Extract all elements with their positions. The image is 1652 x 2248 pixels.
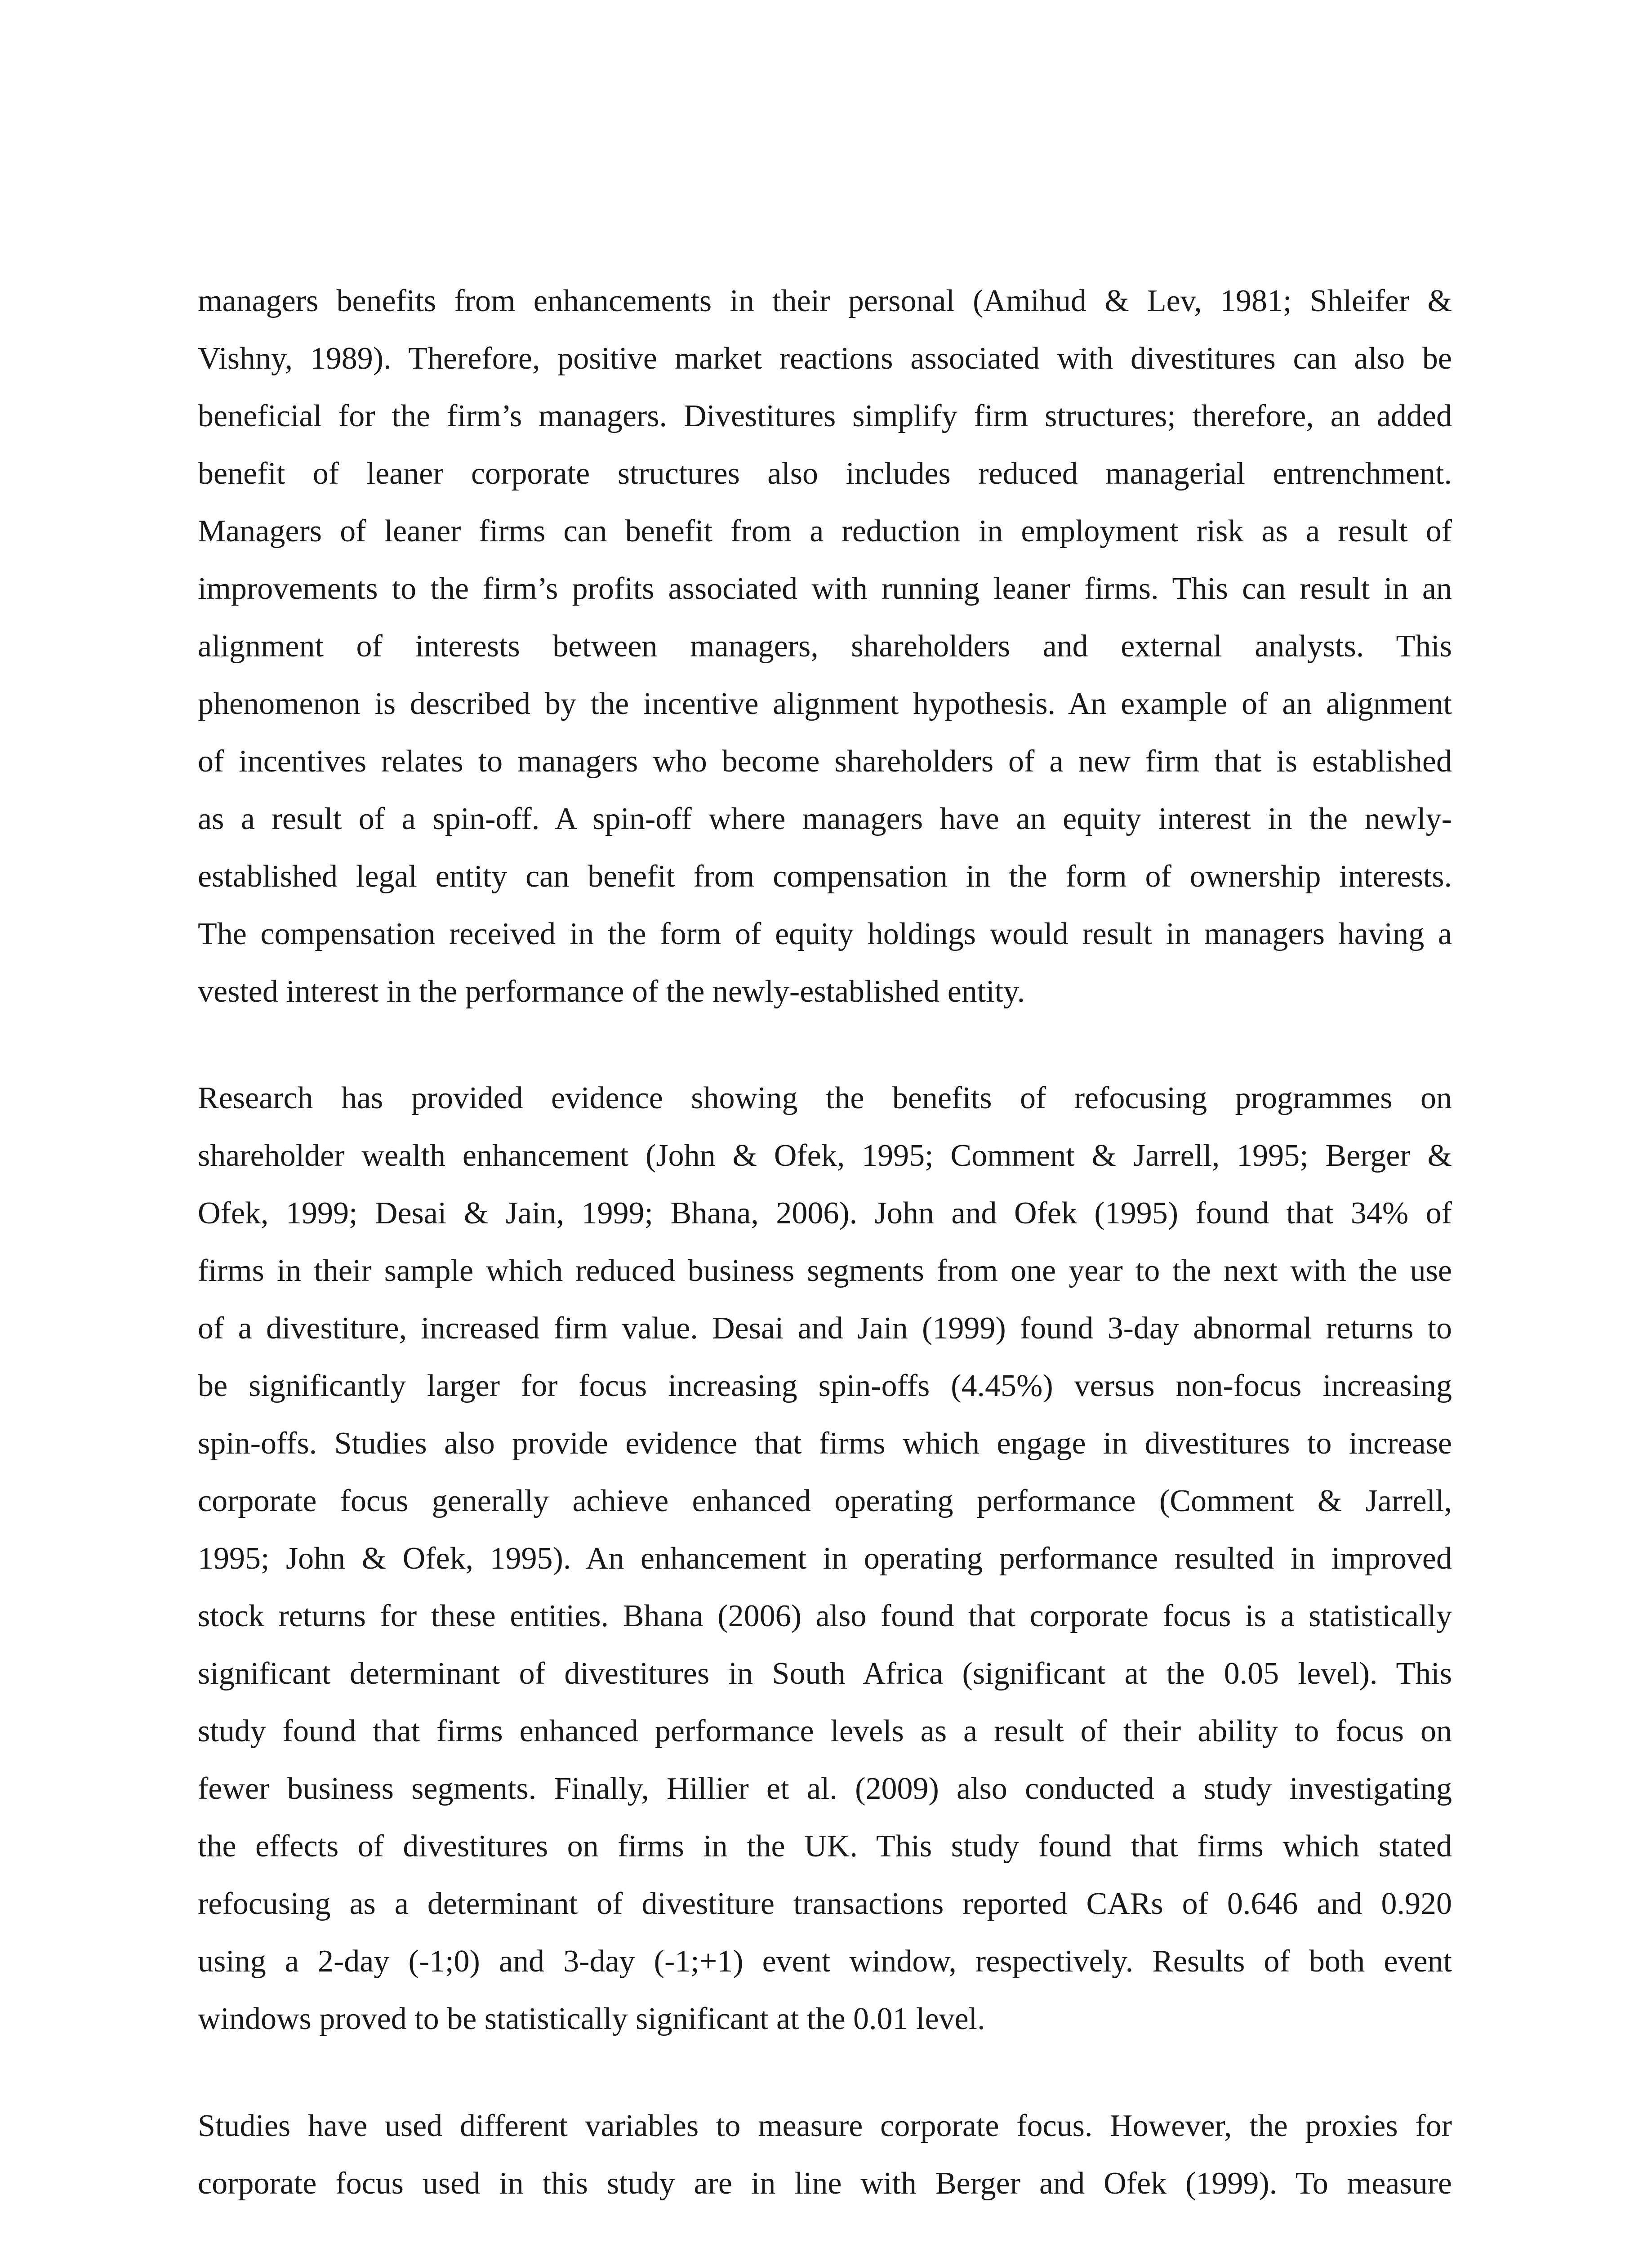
text-line: Research has provided evidence showing the benefits of refocusing programmes on (198, 1081, 1452, 1115)
text-line: of a divestiture, increased firm value. Desai and Jain (1999) found 3-day abnormal returns to (198, 1311, 1452, 1346)
text-line: be significantly larger for focus increasing spin-offs (4.45%) versus non-focus increasing (198, 1369, 1452, 1403)
text-line: corporate focus generally achieve enhanced operating performance (Comment & Jarrell, (198, 1484, 1452, 1518)
text-line: alignment of interests between managers, shareholders and external analysts. This (198, 629, 1452, 664)
text-line: Vishny, 1989). Therefore, positive market reactions associated with divestitures can also be (198, 341, 1452, 376)
text-line: the effects of divestitures on firms in the UK. This study found that firms which stated (198, 1829, 1452, 1864)
text-line: of incentives relates to managers who become shareholders of a new firm that is established (198, 744, 1452, 779)
text-line: shareholder wealth enhancement (John & Ofek, 1995; Comment & Jarrell, 1995; Berger & (198, 1138, 1452, 1173)
paragraph (198, 1070, 1452, 2048)
text-line: fewer business segments. Finally, Hillier et al. (2009) also conducted a study investigating (198, 1771, 1452, 1806)
text-line: Studies have used different variables to measure corporate focus. However, the proxies for (198, 2109, 1452, 2143)
text-line: vested interest in the performance of the newly-established entity. (198, 974, 1025, 1009)
text-line: beneficial for the firm’s managers. Divestitures simplify firm structures; therefore, an added (198, 399, 1452, 433)
text-line: established legal entity can benefit from compensation in the form of ownership interests. (198, 859, 1452, 894)
text-line: refocusing as a determinant of divestiture transactions reported CARs of 0.646 and 0.920 (198, 1887, 1452, 1921)
text-line: as a result of a spin-off. A spin-off where managers have an equity interest in the newly- (198, 802, 1452, 836)
text-line: firms in their sample which reduced business segments from one year to the next with the use (198, 1253, 1452, 1288)
text-line: significant determinant of divestitures in South Africa (significant at the 0.05 level). This (198, 1656, 1452, 1691)
text-line: windows proved to be statistically significant at the 0.01 level. (198, 2002, 985, 2036)
text-line: The compensation received in the form of equity holdings would result in managers having a (198, 917, 1452, 951)
text-line: 1995; John & Ofek, 1995). An enhancement in operating performance resulted in improved (198, 1541, 1452, 1576)
text-line: spin-offs. Studies also provide evidence that firms which engage in divestitures to increase (198, 1426, 1452, 1461)
text-line: benefit of leaner corporate structures also includes reduced managerial entrenchment. (198, 456, 1452, 491)
text-line: phenomenon is described by the incentive alignment hypothesis. An example of an alignment (198, 687, 1452, 721)
text-line: Ofek, 1999; Desai & Jain, 1999; Bhana, 2006). John and Ofek (1995) found that 34% of (198, 1196, 1452, 1231)
text-line: using a 2-day (-1;0) and 3-day (-1;+1) event window, respectively. Results of both event (198, 1944, 1452, 1979)
paragraph (198, 2097, 1452, 2212)
paragraph (198, 272, 1452, 1021)
text-line: improvements to the firm’s profits associated with running leaner firms. This can result in an (198, 571, 1452, 606)
text-line: managers benefits from enhancements in their personal (Amihud & Lev, 1981; Shleifer & (198, 284, 1452, 318)
text-line: stock returns for these entities. Bhana (2006) also found that corporate focus is a statistically (198, 1599, 1452, 1633)
text-line: corporate focus used in this study are in line with Berger and Ofek (1999). To measure (198, 2166, 1452, 2201)
text-line: Managers of leaner firms can benefit from a reduction in employment risk as a result of (198, 514, 1452, 549)
text-line: study found that firms enhanced performance levels as a result of their ability to focus on (198, 1714, 1452, 1748)
